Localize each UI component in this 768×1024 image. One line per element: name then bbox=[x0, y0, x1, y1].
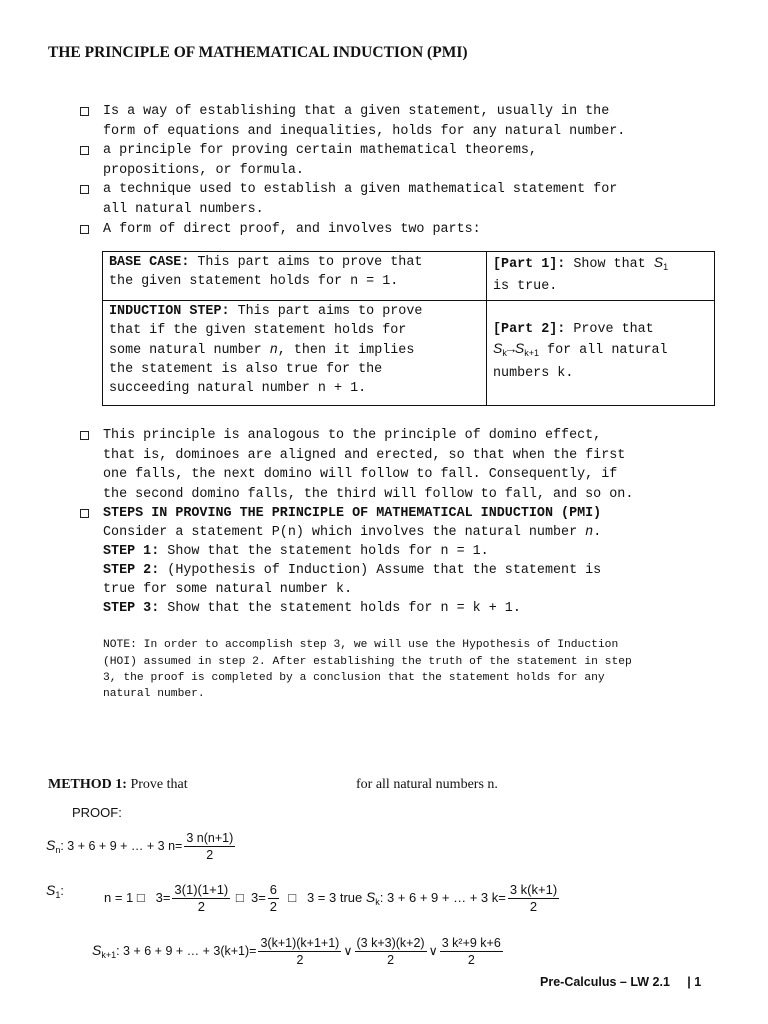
step-text: Show that the statement holds for n = 1. bbox=[159, 544, 489, 559]
note-text: natural number. bbox=[103, 688, 205, 700]
cell-text: This part aims to prove that bbox=[189, 255, 423, 270]
checkbox-bullet-icon bbox=[80, 107, 89, 116]
bullet-text: all natural numbers. bbox=[103, 201, 264, 217]
proof-label: PROOF: bbox=[72, 805, 122, 820]
step-label: STEP 1: bbox=[103, 544, 160, 559]
cell-text: Show that bbox=[565, 257, 654, 272]
cell-text: the statement is also true for the bbox=[109, 361, 383, 377]
table-divider bbox=[486, 252, 487, 405]
sn-equation: $S_n$: 3 + 6 + 9 + … + 3 n= $\frac{3 n(n+1)}{2}$ bbox=[46, 831, 234, 862]
fraction: $\frac{\text{3 k²+9 k+6}}{2}$ bbox=[441, 936, 501, 967]
fraction: $\frac{3(k+1)(k+1+1)}{2}$ bbox=[260, 936, 340, 967]
cell-text: Prove that bbox=[565, 322, 654, 337]
base-case-cell bbox=[109, 253, 422, 292]
step-label: STEP 2: bbox=[103, 563, 160, 578]
bullet-item bbox=[80, 220, 720, 240]
step-text: (Hypothesis of Induction) Assume that the statement is bbox=[159, 563, 602, 578]
cell-text: for all natural bbox=[539, 343, 668, 359]
method-text: Prove that bbox=[126, 777, 188, 792]
induction-step-cell bbox=[109, 302, 422, 398]
bullet-text: form of equations and inequalities, holds for any natural number. bbox=[103, 123, 626, 139]
bullet-item bbox=[80, 180, 720, 220]
math-subscript: k+1 bbox=[524, 348, 539, 359]
s1-steps: n = 1 □ 3= $\frac{3(1)(1+1)}{2}$ □ 3= $\frac{6}{2}$ □ 3 = 3 true $S_k$: 3 + 6 + 9 + … + 3 k= $\frac{3 k(k+1)}{2}$ bbox=[104, 882, 558, 914]
bullet-item bbox=[80, 426, 720, 506]
note-text: 3, the proof is completed by a conclusion that the statement holds for any bbox=[103, 672, 605, 684]
cell-text: This part aims to prove bbox=[229, 304, 423, 319]
bullet-item bbox=[80, 102, 720, 142]
fraction: $\frac{6}{2}$ bbox=[269, 882, 278, 914]
cell-text: some natural number bbox=[109, 342, 270, 358]
arrow-icon: → bbox=[506, 343, 515, 359]
bullet-item bbox=[80, 141, 720, 181]
cell-text: numbers k. bbox=[493, 365, 574, 381]
step-text: . bbox=[593, 525, 602, 540]
table-divider bbox=[103, 300, 714, 301]
step-label: STEP 3: bbox=[103, 601, 160, 616]
s1-equation: $S_1$: bbox=[46, 882, 64, 900]
cell-text: is true. bbox=[493, 279, 558, 295]
bullet-text: a principle for proving certain mathematical theorems, bbox=[103, 143, 537, 158]
note-text: (HOI) assumed in step 2. After establishing the truth of the statement in step bbox=[103, 656, 632, 668]
method-label: METHOD 1: bbox=[48, 777, 127, 792]
bullet-text: This principle is analogous to the principle of domino effect, bbox=[103, 428, 602, 443]
parts-table bbox=[102, 251, 715, 406]
bullet-text: A form of direct proof, and involves two parts: bbox=[103, 222, 481, 237]
fraction: $\frac{(3 k+3)(k+2)}{2}$ bbox=[356, 936, 425, 967]
bullet-text: a technique used to establish a given mathematical statement for bbox=[103, 182, 618, 197]
page-title: THE PRINCIPLE OF MATHEMATICAL INDUCTION (PMI) bbox=[48, 44, 468, 61]
fraction: $\frac{3(1)(1+1)}{2}$ bbox=[174, 882, 229, 914]
math-subscript: 1 bbox=[663, 262, 669, 272]
method-text: for all natural numbers n. bbox=[356, 777, 498, 792]
math-symbol: S bbox=[514, 340, 525, 357]
page-footer: Pre-Calculus – LW 2.1 | 1 bbox=[540, 975, 702, 989]
note-text: NOTE: In order to accomplish step 3, we will use the Hypothesis of Induction bbox=[103, 639, 619, 651]
cell-text: the given statement holds for n = 1. bbox=[109, 274, 399, 290]
method-heading bbox=[48, 777, 188, 793]
checkbox-bullet-icon bbox=[80, 431, 89, 440]
checkbox-bullet-icon bbox=[80, 185, 89, 194]
steps-heading: STEPS IN PROVING THE PRINCIPLE OF MATHEMATICAL INDUCTION (PMI) bbox=[103, 506, 602, 521]
bullet-text: propositions, or formula. bbox=[103, 162, 304, 178]
math-symbol: S bbox=[493, 340, 503, 357]
part1-cell bbox=[493, 253, 668, 297]
checkbox-bullet-icon bbox=[80, 146, 89, 155]
steps-section bbox=[80, 504, 720, 624]
fraction: $\frac{3 n(n+1)}{2}$ bbox=[186, 831, 234, 862]
math-variable: n bbox=[269, 342, 278, 358]
checkbox-bullet-icon bbox=[80, 225, 89, 234]
base-case-label: BASE CASE: bbox=[109, 255, 190, 270]
part1-label: [Part 1]: bbox=[493, 257, 566, 272]
cell-text: succeeding natural number n + 1. bbox=[109, 381, 367, 397]
fraction: $\frac{3 k(k+1)}{2}$ bbox=[509, 882, 558, 914]
math-symbol: S bbox=[653, 254, 664, 270]
step-text: Show that the statement holds for n = k + 1. bbox=[159, 601, 521, 616]
math-subscript: k bbox=[502, 348, 507, 359]
checkbox-bullet-icon bbox=[80, 509, 89, 518]
part2-cell bbox=[493, 320, 668, 383]
bullet-text: one falls, the next domino will follow to fall. Consequently, if bbox=[103, 467, 618, 482]
bullet-text: Is a way of establishing that a given statement, usually in the bbox=[103, 104, 610, 119]
cell-text: that if the given statement holds for bbox=[109, 323, 407, 339]
bullet-text: that is, dominoes are aligned and erected, so that when the first bbox=[103, 447, 626, 463]
sk1-equation: $S_{k+1}$: 3 + 6 + 9 + … + 3(k+1)= $\frac{3(k+1)(k+1+1)}{2}$ ∨ $\frac{(3 k+3)(k+2)}{2}$ ∨ $\frac{\text{3 k²+9 k+6}}{2}$ bbox=[92, 936, 501, 967]
math-variable: n bbox=[585, 525, 594, 540]
step-text: true for some natural number k. bbox=[103, 582, 353, 597]
induction-step-label: INDUCTION STEP: bbox=[109, 304, 230, 319]
cell-text: , then it implies bbox=[277, 342, 415, 358]
part2-label: [Part 2]: bbox=[493, 322, 566, 337]
bullet-text: the second domino falls, the third will follow to fall, and so on. bbox=[103, 486, 634, 502]
step-text: Consider a statement P(n) which involves the natural number bbox=[103, 525, 586, 540]
